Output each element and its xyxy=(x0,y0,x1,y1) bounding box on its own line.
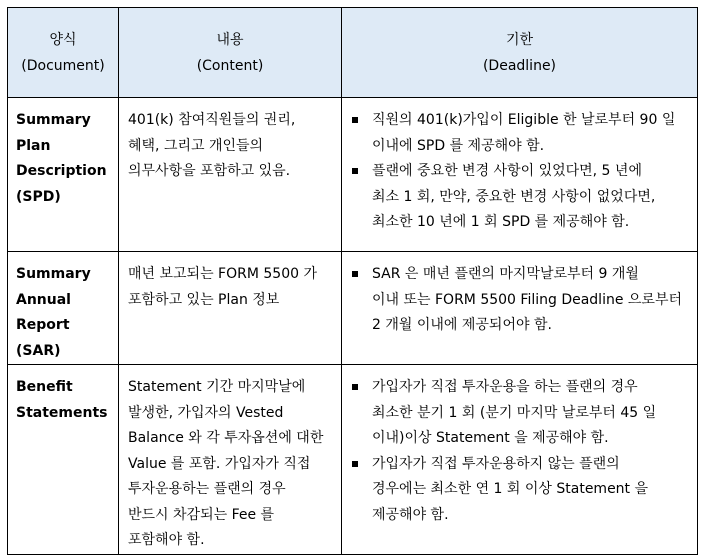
content-line: 401(k) 참여직원들의 권리, xyxy=(128,112,296,128)
content-line: Balance 와 각 투자옵션에 대한 xyxy=(128,430,324,446)
deadline-line: 가입자가 직접 투자운용하지 않는 플랜의 xyxy=(372,455,620,472)
header-content-en: (Content) xyxy=(196,57,264,74)
content-line: 포함하고 있는 Plan 정보 xyxy=(128,291,280,308)
deadline-line: 이내)이상 Statement 을 제공해야 함. xyxy=(372,430,609,446)
header-deadline xyxy=(342,8,698,98)
header-content-ko: 내용 xyxy=(216,31,244,48)
deadline-item xyxy=(350,452,689,529)
document-line: Plan xyxy=(16,137,51,154)
deadline-line: 최소한 분기 1 회 (분기 마지막 날로부터 45 일 xyxy=(372,404,657,421)
deadline-cell xyxy=(342,98,698,252)
deadline-item xyxy=(350,375,689,452)
deadline-list xyxy=(350,375,689,528)
document-line: Annual xyxy=(16,291,71,308)
content-cell xyxy=(119,252,342,365)
header-document-en: (Document) xyxy=(21,57,105,74)
deadline-cell xyxy=(342,252,698,365)
header-document-ko: 양식 xyxy=(49,31,77,48)
document-cell xyxy=(8,98,119,252)
deadline-cell xyxy=(342,365,698,555)
document-line: Benefit xyxy=(16,379,73,395)
square-bullet-icon xyxy=(352,384,358,390)
deadline-line: 이내에 SPD 를 제공해야 함. xyxy=(372,137,545,154)
document-line: Summary xyxy=(16,112,91,128)
content-cell xyxy=(119,365,342,555)
square-bullet-icon xyxy=(352,271,358,277)
deadline-list xyxy=(350,262,689,339)
square-bullet-icon xyxy=(352,461,358,467)
content-line: 투자운용하는 플랜의 경우 xyxy=(128,481,286,497)
square-bullet-icon xyxy=(352,117,358,123)
content-line: 반드시 차감되는 Fee 를 xyxy=(128,506,275,523)
deadline-line: 2 개월 이내에 제공되어야 함. xyxy=(372,317,552,333)
header-row xyxy=(8,8,698,98)
content-line: 발생한, 가입자의 Vested xyxy=(128,404,284,421)
deadline-line: 직원의 401(k)가입이 Eligible 한 날로부터 90 일 xyxy=(372,112,676,128)
deadline-line: 최소한 10 년에 1 회 SPD 를 제공해야 함. xyxy=(372,214,630,230)
header-deadline-ko: 기한 xyxy=(505,31,534,48)
document-cell xyxy=(8,365,119,555)
header-content xyxy=(119,8,342,98)
document-line: (SPD) xyxy=(16,188,61,205)
square-bullet-icon xyxy=(352,168,358,174)
document-line: Summary xyxy=(16,266,91,282)
deadline-line: 경우에는 최소한 연 1 회 이상 Statement 을 xyxy=(372,481,649,497)
document-requirements-table xyxy=(7,7,698,555)
document-line: Report (SAR) xyxy=(16,317,70,359)
header-deadline-en: (Deadline) xyxy=(482,57,557,74)
header-document xyxy=(8,8,119,98)
content-cell xyxy=(119,98,342,252)
table-row xyxy=(8,98,698,252)
deadline-item xyxy=(350,159,689,236)
deadline-list xyxy=(350,108,689,236)
table-row xyxy=(8,365,698,555)
content-line: 포함해야 함. xyxy=(128,532,205,548)
deadline-line: SAR 은 매년 플랜의 마지막날로부터 9 개월 xyxy=(372,266,639,282)
deadline-line: 가입자가 직접 투자운용을 하는 플랜의 경우 xyxy=(372,379,638,395)
deadline-line: 플랜에 중요한 변경 사항이 있었다면, 5 년에 xyxy=(372,163,642,179)
content-line: 혜택, 그리고 개인들의 xyxy=(128,137,264,154)
content-line: 의무사항을 포함하고 있음. xyxy=(128,163,291,179)
content-line: Value 를 포함. 가입자가 직접 xyxy=(128,455,311,472)
document-cell xyxy=(8,252,119,365)
deadline-line: 이내 또는 FORM 5500 Filing Deadline 으로부터 xyxy=(372,291,682,308)
document-line: Statements xyxy=(16,404,108,421)
table-row xyxy=(8,252,698,365)
document-line: Description xyxy=(16,163,107,179)
deadline-line: 최소 1 회, 만약, 중요한 변경 사항이 없었다면, xyxy=(372,188,656,205)
deadline-item xyxy=(350,108,689,159)
deadline-line: 제공해야 함. xyxy=(372,506,449,523)
content-line: 매년 보고되는 FORM 5500 가 xyxy=(128,266,317,282)
content-line: Statement 기간 마지막날에 xyxy=(128,379,306,395)
deadline-item xyxy=(350,262,689,339)
